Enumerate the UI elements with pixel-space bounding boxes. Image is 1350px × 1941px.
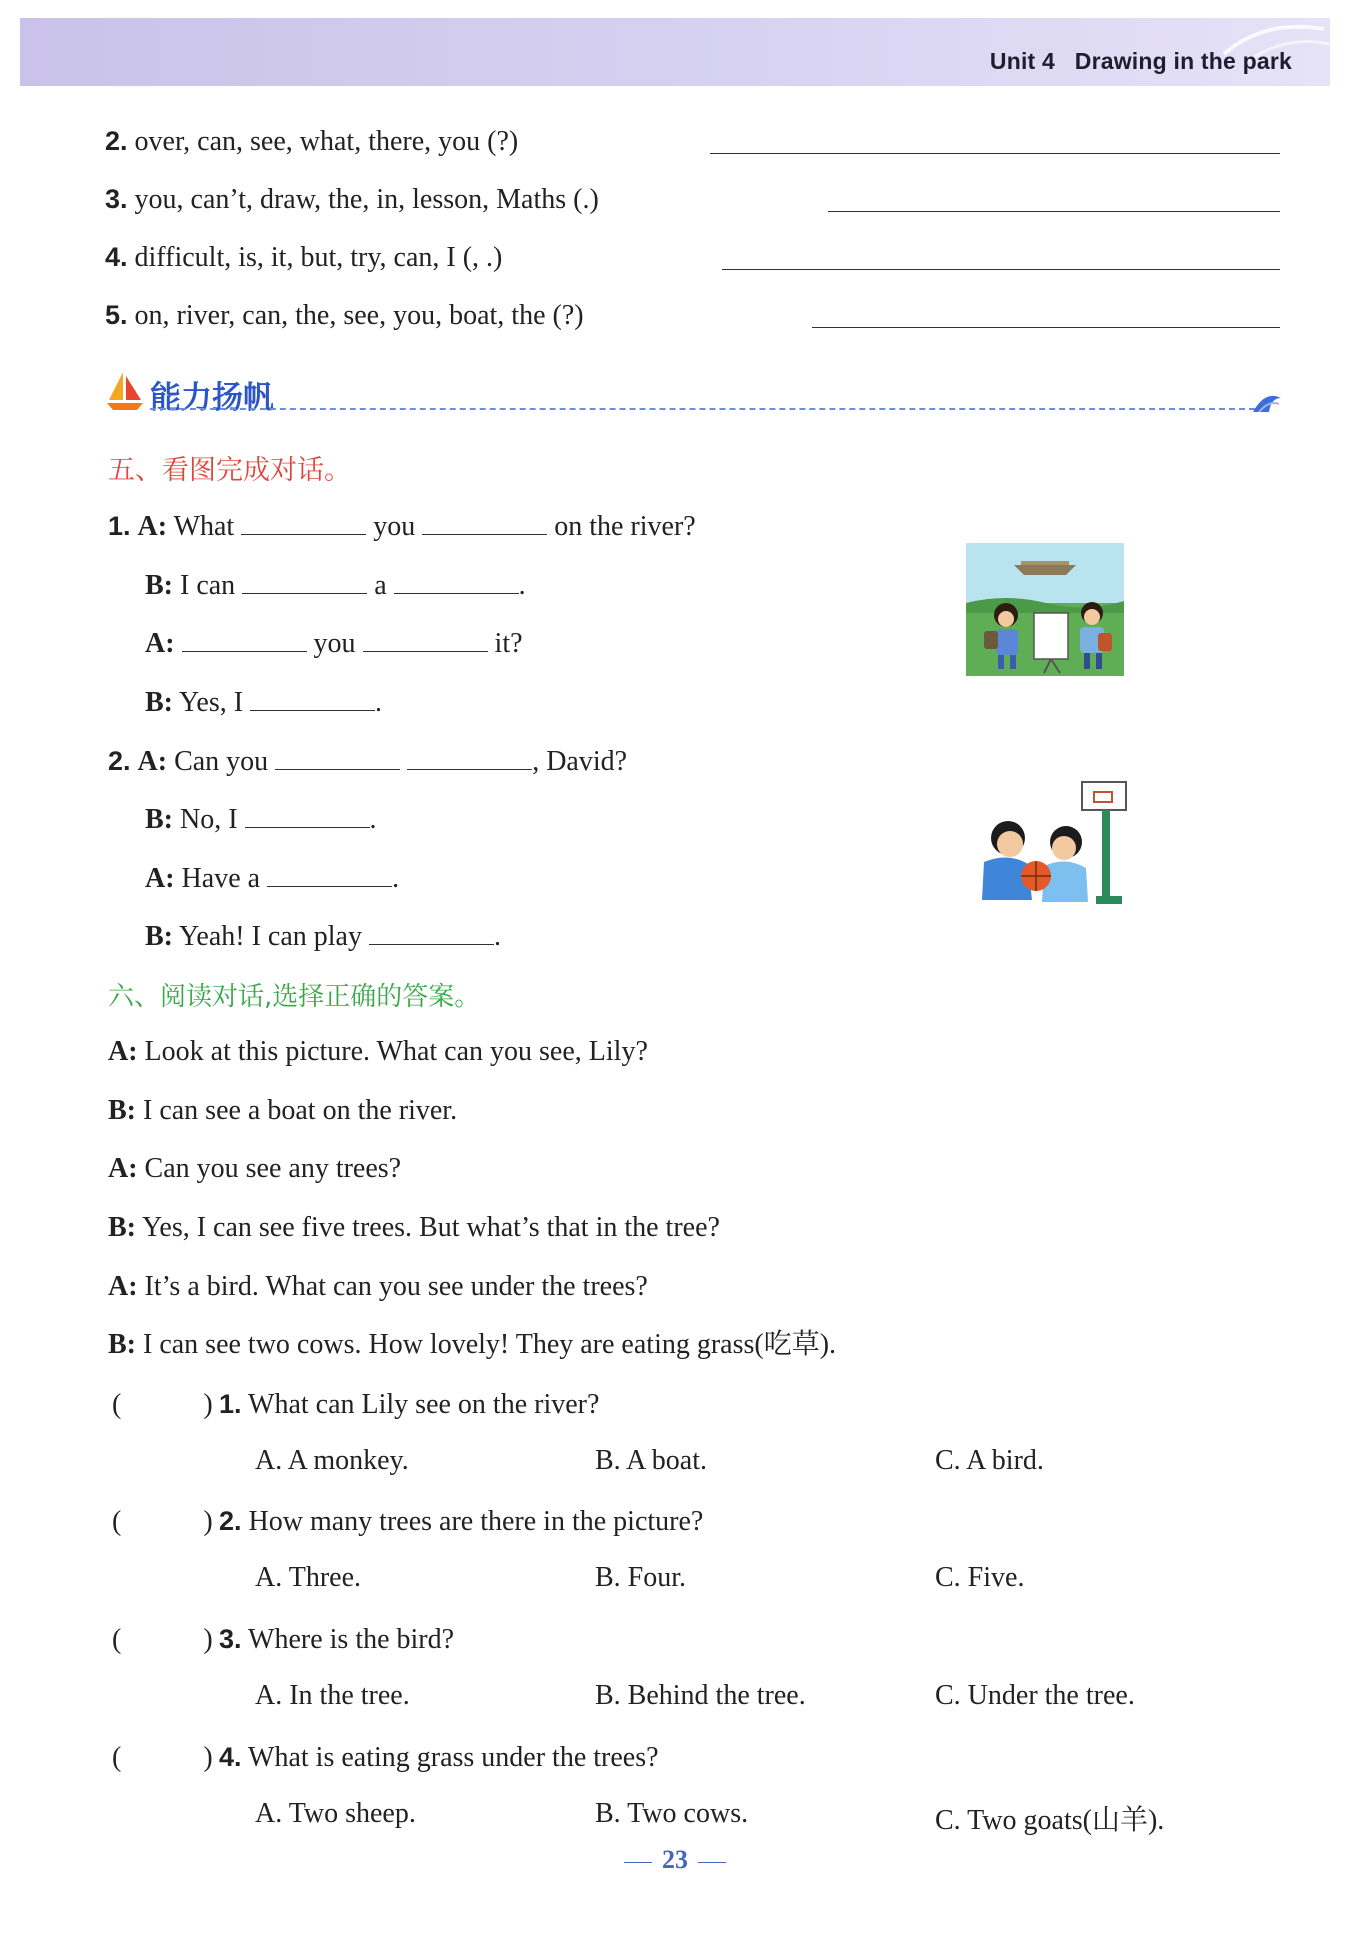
dialogue-text: Can you see any trees? — [144, 1153, 402, 1184]
speaker-label: A: — [108, 1271, 138, 1302]
dialogue-line — [108, 1152, 401, 1186]
option-a[interactable]: A. Three. — [255, 1562, 361, 1593]
question-row — [112, 1740, 659, 1775]
option-c[interactable]: C. Under the tree. — [935, 1680, 1135, 1711]
speaker-label: A: — [108, 1153, 138, 1184]
blank[interactable] — [394, 567, 519, 594]
bracket-open: ( — [112, 1742, 122, 1773]
dialogue1-line3: A: you it? — [145, 625, 523, 661]
dialogue1-line4: B: Yes, I . — [145, 684, 382, 720]
kids-drawing-boat-picture — [966, 543, 1124, 676]
bracket-close: ) — [203, 1389, 213, 1420]
dialogue2-line2: B: No, I . — [145, 801, 377, 837]
speaker-label: B: — [108, 1329, 136, 1360]
blank[interactable] — [407, 743, 532, 770]
question-text: What is eating grass under the trees? — [248, 1742, 659, 1773]
boys-basketball-picture — [970, 778, 1128, 913]
dialogue-text: I can see two cows. How lovely! They are eating grass(吃草). — [143, 1329, 837, 1360]
dialogue-line — [108, 1035, 648, 1069]
blank[interactable] — [369, 918, 494, 945]
answer-line-2[interactable] — [710, 153, 1280, 154]
answer-line-5[interactable] — [812, 327, 1280, 328]
option-a[interactable]: A. Two sheep. — [255, 1798, 416, 1829]
blank[interactable] — [363, 625, 488, 652]
answer-bracket[interactable] — [112, 1388, 212, 1422]
dialogue-line — [108, 1328, 836, 1362]
question-text: Where is the bird? — [248, 1624, 455, 1655]
option-c[interactable]: C. Five. — [935, 1562, 1025, 1593]
question-number: 4. — [219, 1742, 242, 1772]
dialogue2-line4: B: Yeah! I can play . — [145, 918, 501, 954]
speaker-label: A: — [108, 1036, 138, 1067]
blank[interactable] — [241, 508, 366, 535]
answer-bracket[interactable] — [112, 1505, 212, 1539]
option-b[interactable]: B. Four. — [595, 1562, 687, 1593]
reorder-item-2: 2. over, can, see, what, there, you (?) — [105, 126, 519, 157]
dialogue-text: I can see a boat on the river. — [143, 1095, 458, 1126]
answer-line-4[interactable] — [722, 269, 1280, 270]
dialogue-line — [108, 1094, 457, 1128]
banner-dashed-line — [150, 408, 1255, 410]
dialogue-text: Look at this picture. What can you see, Lily? — [144, 1036, 648, 1067]
footer-dash-right — [698, 1862, 726, 1863]
section-banner — [105, 368, 1285, 418]
question-number: 3. — [219, 1624, 242, 1654]
question-number: 1. — [219, 1389, 242, 1419]
blank[interactable] — [275, 743, 400, 770]
dialogue-line — [108, 1211, 720, 1245]
question-number: 2. — [219, 1506, 242, 1536]
option-c[interactable]: C. A bird. — [935, 1445, 1044, 1476]
question-row — [112, 1622, 454, 1657]
dialogue-text: Yes, I can see five trees. But what’s that in the tree? — [141, 1212, 720, 1243]
part6-heading: 六、阅读对话,选择正确的答案。 — [108, 982, 481, 1012]
banner-label: 能力扬帆 — [150, 380, 274, 416]
wave-icon — [1251, 388, 1285, 416]
question-row — [112, 1504, 703, 1539]
blank[interactable] — [245, 801, 370, 828]
blank[interactable] — [242, 567, 367, 594]
speaker-label: B: — [108, 1212, 136, 1243]
option-b[interactable]: B. Behind the tree. — [595, 1680, 806, 1711]
dialogue2-line3: A: Have a . — [145, 860, 399, 896]
reorder-item-3: 3. you, can’t, draw, the, in, lesson, Maths (.) — [105, 184, 599, 215]
answer-bracket[interactable] — [112, 1623, 212, 1657]
blank[interactable] — [250, 684, 375, 711]
bracket-open: ( — [112, 1506, 122, 1537]
answer-line-3[interactable] — [828, 211, 1280, 212]
dialogue1-line1: 1. A: What you on the river? — [108, 508, 696, 544]
question-row — [112, 1387, 599, 1422]
reorder-item-5: 5. on, river, can, the, see, you, boat, the (?) — [105, 300, 584, 331]
reorder-item-4: 4. difficult, is, it, but, try, can, I (, .) — [105, 242, 503, 273]
dialogue2-line1: 2. A: Can you , David? — [108, 743, 627, 779]
option-b[interactable]: B. A boat. — [595, 1445, 708, 1476]
bracket-open: ( — [112, 1389, 122, 1420]
option-b[interactable]: B. Two cows. — [595, 1798, 749, 1829]
question-text: How many trees are there in the picture? — [248, 1506, 704, 1537]
unit-number: Unit 4 — [989, 48, 1055, 74]
sailboat-icon — [105, 368, 145, 414]
blank[interactable] — [422, 508, 547, 535]
answer-bracket[interactable] — [112, 1741, 212, 1775]
bracket-close: ) — [203, 1624, 213, 1655]
dialogue1-line2: B: I can a . — [145, 567, 526, 603]
blank[interactable] — [267, 860, 392, 887]
speaker-label: B: — [108, 1095, 136, 1126]
blank[interactable] — [182, 625, 307, 652]
part5-heading: 五、看图完成对话。 — [108, 455, 351, 486]
dialogue-text: It’s a bird. What can you see under the trees? — [144, 1271, 648, 1302]
dialogue-line — [108, 1270, 648, 1304]
question-text: What can Lily see on the river? — [248, 1389, 600, 1420]
bracket-close: ) — [203, 1506, 213, 1537]
option-a[interactable]: A. In the tree. — [255, 1680, 410, 1711]
bracket-open: ( — [112, 1624, 122, 1655]
option-a[interactable]: A. A monkey. — [255, 1445, 409, 1476]
unit-name: Drawing in the park — [1074, 48, 1292, 74]
option-c[interactable]: C. Two goats(山羊). — [935, 1805, 1165, 1836]
unit-title — [990, 48, 1292, 75]
bracket-close: ) — [203, 1742, 213, 1773]
page-number: 23 — [0, 1845, 1350, 1875]
footer-dash-left — [624, 1862, 652, 1863]
